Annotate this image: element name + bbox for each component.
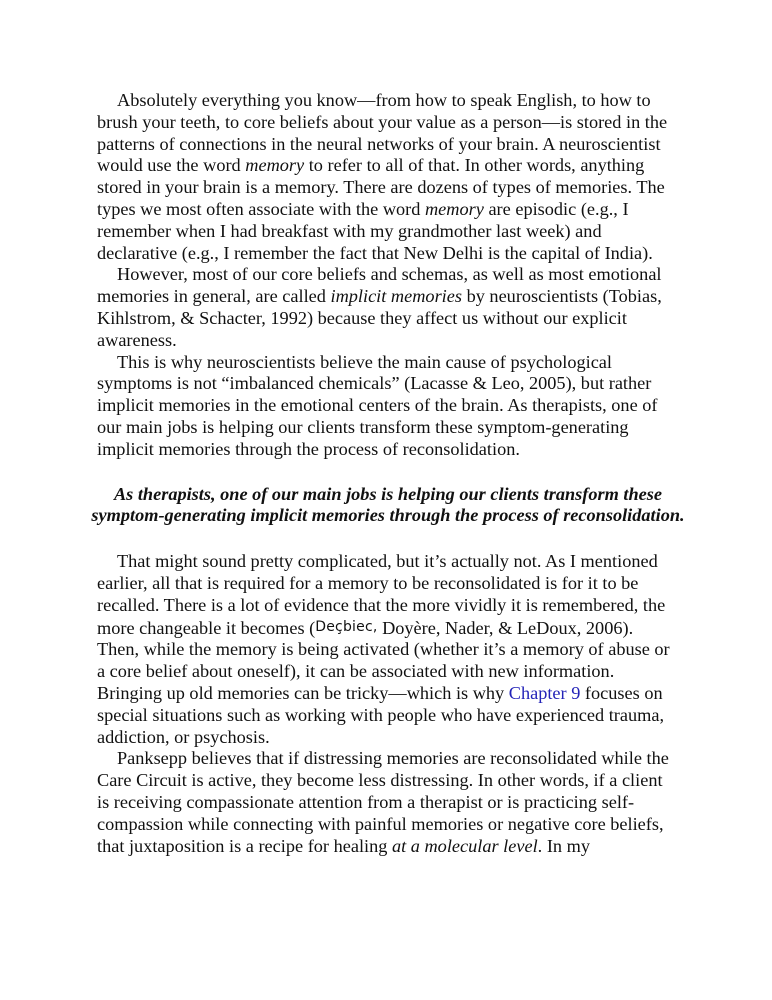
text-run: are episodic (e.g., I remember when I had breakfast with my grandmother last week) and declarative (e.g., I remember the fact that New Delhi is the capital of India). [97,198,653,263]
citation-author: Deçbiec, [315,618,378,635]
text-run: to refer to all of that. In other words, anything stored in your brain is a memory. There are dozens of types of memories. The types we most often associate with the word [97,155,665,219]
text-run: Panksepp believes that if distressing memories are reconsolidated while the Care Circuit is active, they become less distressing. In other words, if a client is receiving compassionate attention from a therapist or is practicing self-compassion while connecting with painful memories or negative core beliefs, that juxtaposition is a recipe for healing [97,748,669,856]
text-run: That might sound pretty complicated, but it’s actually not. As I mentioned earlier, all that is required for a memory to be reconsolidated is for it to be recalled. There is a lot of evidence that the more vividly it is remembered, the more changeable it becomes ( [97,551,666,638]
text-run: Doyère, Nader, & LeDoux, 2006). Then, while the memory is being activated (whether it’s a memory of abuse or a core belief about oneself), it can be associated with new information. Bringing up old memories can be tricky—which is why [97,617,670,703]
text-run: . In my [537,835,590,856]
paragraph-4 [97,551,679,748]
chapter-9-link[interactable]: Chapter 9 [508,682,581,703]
emphasis: memory [424,198,484,219]
pull-quote: As therapists, one of our main jobs is helping our clients transform these symptom-generating implicit memories through the process of reconsolidation. [91,483,685,526]
paragraph-5 [97,748,679,857]
emphasis: implicit memories [330,286,462,307]
document-page [91,90,685,857]
text-run: However, most of our core beliefs and schemas, as well as most emotional memories in general, are called [97,264,662,307]
text-run: by neuroscientists (Tobias, Kihlstrom, & Schacter, 1992) because they affect us without our explicit awareness. [97,286,662,350]
paragraph-3 [97,352,679,461]
paragraph-1 [97,90,679,264]
emphasis: at a molecular level [391,835,538,856]
text-run: This is why neuroscientists believe the main cause of psychological symptoms is not “imbalanced chemicals” (Lacasse & Leo, 2005), but rather implicit memories in the emotional centers of the brain. As therapists, one of our main jobs is helping our clients transform these symptom-generating implicit memories through the process of reconsolidation. [97,351,658,459]
emphasis: memory [245,155,305,176]
text-run: focuses on special situations such as working with people who have experienced trauma, addiction, or psychosis. [97,682,665,747]
paragraph-2 [97,264,679,351]
text-run: Absolutely everything you know—from how to speak English, to how to brush your teeth, to core beliefs about your value as a person—is stored in the patterns of connections in the neural networks of your brain. A neuroscientist would use the word [97,90,668,176]
